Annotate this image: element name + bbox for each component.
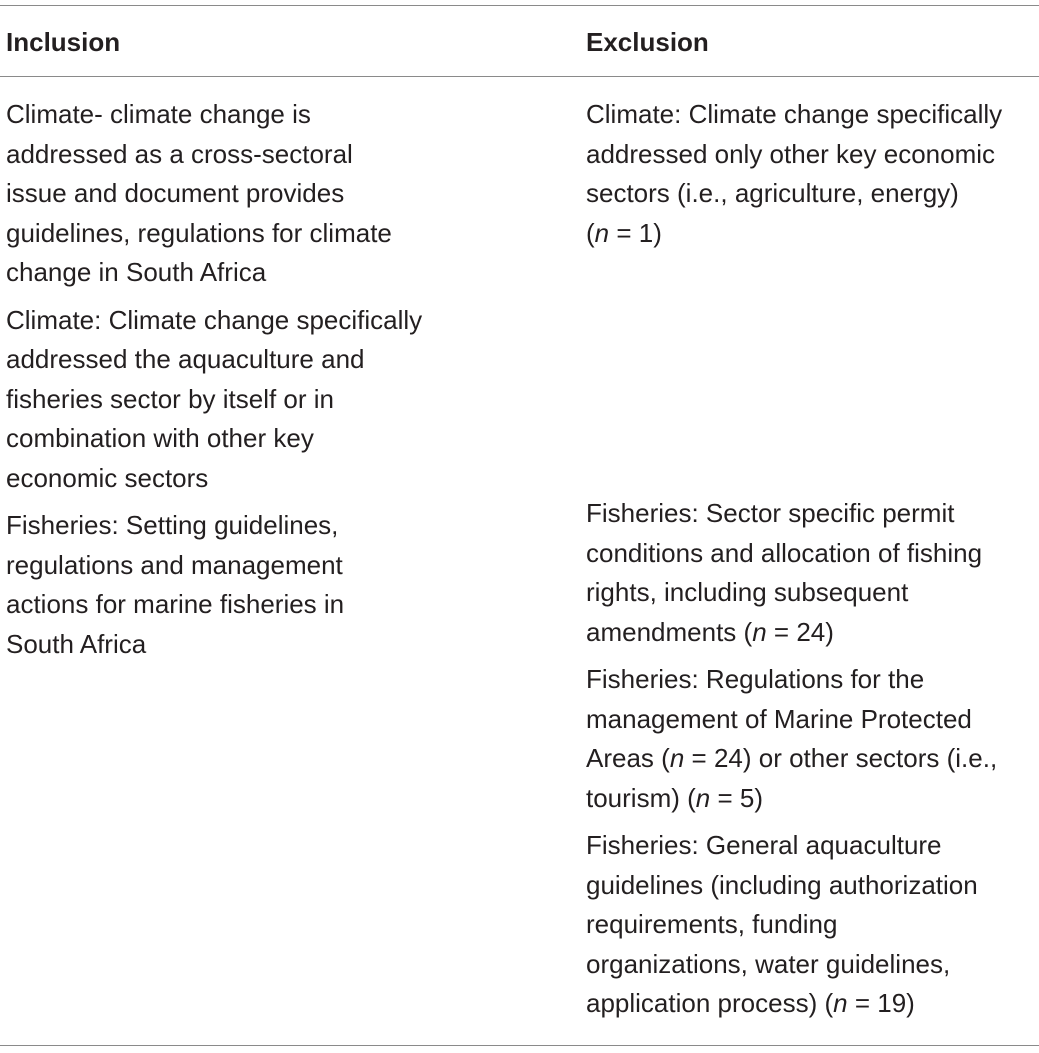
cell-line: guidelines (including authorization <box>586 869 978 900</box>
cell-line: Climate: Climate change specifically <box>6 304 423 335</box>
cell-line: management of Marine Protected <box>586 703 972 734</box>
cell-line: Fisheries: Regulations for the <box>586 664 925 694</box>
cell-line: tourism) (n = 5) <box>586 782 764 813</box>
cell-line: addressed only other key economic <box>586 138 996 169</box>
cell-line: Areas (n = 24) or other sectors (i.e., <box>586 743 998 773</box>
inclusion-cell-fisheries-guidelines <box>6 506 476 664</box>
cell-line: issue and document provides <box>6 178 345 208</box>
cell-line: change in South Africa <box>6 257 267 287</box>
cell-line: regulations and management <box>6 549 343 580</box>
inclusion-cell-climate-aquaculture <box>6 301 476 499</box>
cell-line: South Africa <box>6 628 147 659</box>
exclusion-cell-climate-other-sectors <box>586 95 1038 253</box>
cell-line: Fisheries: Setting guidelines, <box>6 510 339 540</box>
cell-line: requirements, funding <box>586 909 838 939</box>
exclusion-column <box>586 95 1038 1024</box>
exclusion-cell-fisheries-mpa <box>586 660 1038 818</box>
inclusion-cell-climate-cross-sectoral <box>6 95 476 293</box>
cell-line: sectors (i.e., agriculture, energy) <box>586 178 959 208</box>
table-bottom-rule <box>0 1045 1039 1046</box>
exclusion-cell-fisheries-aquaculture <box>586 826 1038 1024</box>
cell-line: Climate: Climate change specifically <box>586 99 1003 129</box>
exclusion-header: Exclusion <box>586 27 709 57</box>
cell-line: actions for marine fisheries in <box>6 589 345 619</box>
cell-line: economic sectors <box>6 462 209 493</box>
inclusion-header: Inclusion <box>6 27 121 57</box>
cell-line: (n = 1) <box>586 217 662 248</box>
table-header-rule <box>0 76 1039 77</box>
cell-line: conditions and allocation of fishing <box>586 537 983 568</box>
cell-line: Fisheries: General aquaculture <box>586 830 942 860</box>
cell-line: Climate- climate change is <box>6 99 311 129</box>
cell-line: combination with other key <box>6 423 314 453</box>
inclusion-column <box>6 95 476 664</box>
cell-line: addressed the aquaculture and <box>6 344 365 374</box>
cell-line: fisheries sector by itself or in <box>6 383 335 414</box>
cell-line: amendments (n = 24) <box>586 616 834 647</box>
cell-line: addressed as a cross-sectoral <box>6 138 353 169</box>
table-top-rule <box>0 5 1039 6</box>
cell-line: Fisheries: Sector specific permit <box>586 498 955 528</box>
cell-line: organizations, water guidelines, <box>586 948 951 979</box>
exclusion-cell-fisheries-permits <box>586 494 1038 652</box>
cell-line: rights, including subsequent <box>586 577 909 607</box>
cell-line: guidelines, regulations for climate <box>6 217 392 248</box>
cell-line: application process) (n = 19) <box>586 988 915 1018</box>
